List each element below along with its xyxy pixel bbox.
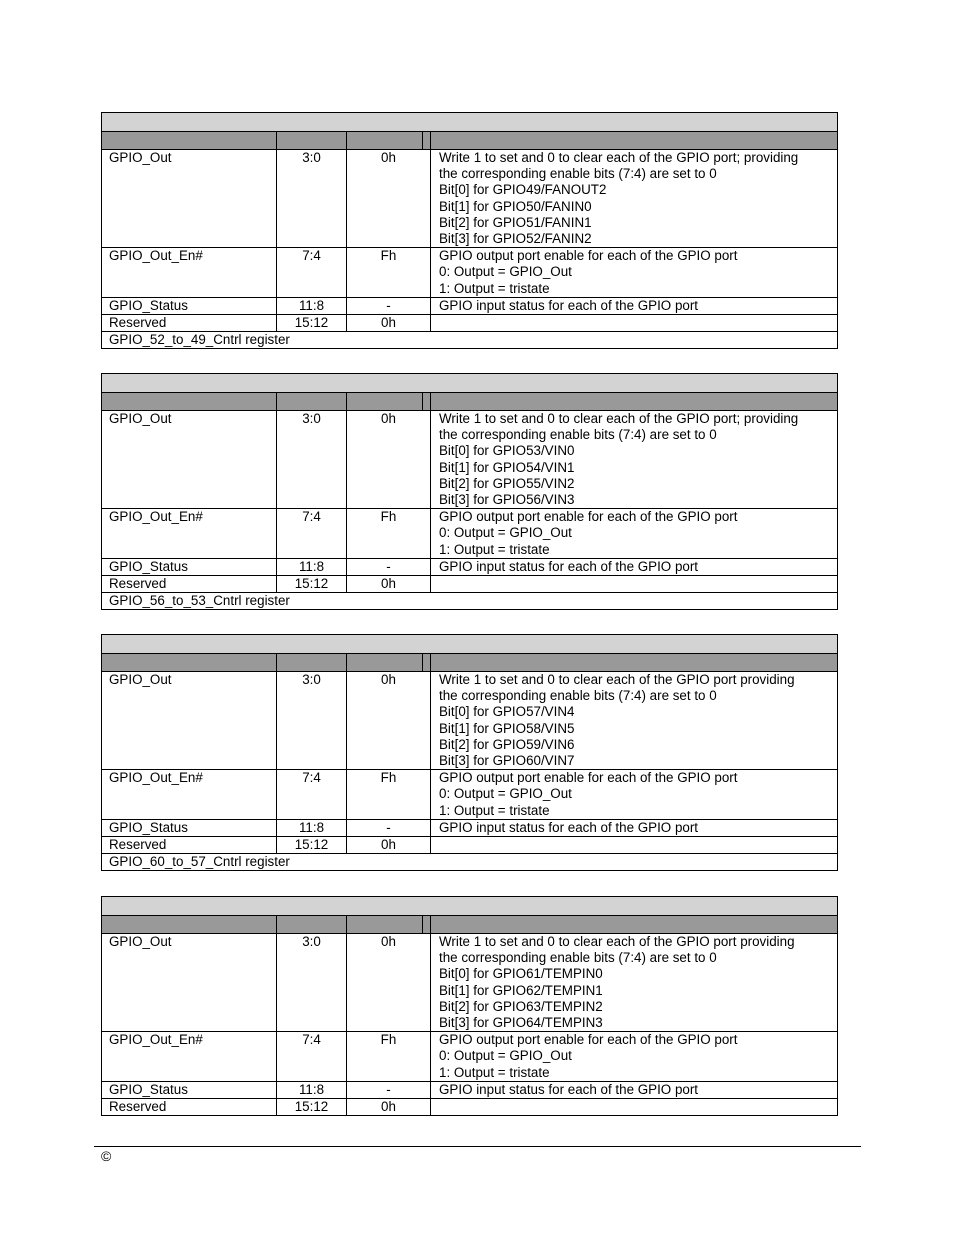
- header-cell: [277, 654, 347, 671]
- bits-cell: 7:4: [277, 248, 347, 297]
- header-cell: [423, 916, 431, 933]
- table-header-row: [102, 654, 837, 672]
- table-row: [102, 770, 837, 820]
- field-name-cell: Reserved: [102, 315, 277, 331]
- description-cell: [431, 150, 837, 247]
- field-name-cell: GPIO_Out: [102, 934, 277, 1031]
- table-row: [102, 150, 837, 248]
- field-name-cell: GPIO_Out_En#: [102, 248, 277, 297]
- description-line: Bit[2] for GPIO63/TEMPIN2: [439, 998, 603, 1014]
- bits-cell: 3:0: [277, 150, 347, 247]
- description-line: Write 1 to set and 0 to clear each of the GPIO port providing: [439, 934, 795, 949]
- default-cell: 0h: [347, 672, 431, 769]
- description-line: [439, 315, 837, 331]
- description-line: Bit[0] for GPIO53/VIN0: [439, 443, 575, 459]
- table-title-bar: [102, 897, 837, 916]
- table-title-bar: [102, 635, 837, 654]
- register-name-footer: GPIO_56_to_53_Cntrl register: [109, 593, 290, 609]
- header-cell: [431, 654, 837, 671]
- description-line: GPIO output port enable for each of the GPIO port: [439, 248, 738, 264]
- bits-cell: 7:4: [277, 509, 347, 558]
- register-table: [101, 896, 838, 1116]
- field-name-cell: GPIO_Out_En#: [102, 770, 277, 819]
- field-name-cell: GPIO_Out: [102, 411, 277, 508]
- description-line: Bit[3] for GPIO64/TEMPIN3: [439, 1015, 603, 1031]
- description-cell: [431, 559, 837, 575]
- description-cell: [431, 411, 837, 508]
- header-cell: [277, 916, 347, 933]
- bits-cell: 11:8: [277, 559, 347, 575]
- register-name-footer: GPIO_60_to_57_Cntrl register: [109, 854, 290, 870]
- description-line: 1: Output = tristate: [439, 802, 550, 818]
- description-line: Bit[0] for GPIO57/VIN4: [439, 704, 575, 720]
- header-cell: [347, 393, 423, 410]
- bits-cell: 15:12: [277, 576, 347, 592]
- header-cell: [431, 132, 837, 149]
- table-row: [102, 1082, 837, 1099]
- description-cell: [431, 672, 837, 769]
- description-line: the corresponding enable bits (7:4) are set to 0: [439, 427, 717, 443]
- table-row: [102, 672, 837, 770]
- bits-cell: 3:0: [277, 411, 347, 508]
- bits-cell: 15:12: [277, 837, 347, 853]
- description-cell: [431, 576, 837, 592]
- description-line: Write 1 to set and 0 to clear each of the GPIO port; providing: [439, 411, 799, 426]
- default-cell: 0h: [347, 315, 431, 331]
- description-line: Bit[3] for GPIO60/VIN7: [439, 753, 575, 769]
- description-line: GPIO input status for each of the GPIO port: [439, 558, 699, 574]
- default-cell: 0h: [347, 837, 431, 853]
- bits-cell: 3:0: [277, 934, 347, 1031]
- default-cell: -: [347, 298, 431, 314]
- register-table: [101, 112, 838, 349]
- table-row: [102, 559, 837, 576]
- table-row: [102, 934, 837, 1032]
- description-cell: [431, 1082, 837, 1098]
- description-line: Bit[0] for GPIO61/TEMPIN0: [439, 966, 603, 982]
- description-cell: [431, 770, 837, 819]
- description-line: 0: Output = GPIO_Out: [439, 264, 572, 280]
- table-header-row: [102, 916, 837, 934]
- description-line: [439, 1099, 837, 1115]
- description-line: 1: Output = tristate: [439, 1064, 550, 1080]
- default-cell: -: [347, 820, 431, 836]
- default-cell: 0h: [347, 411, 431, 508]
- default-cell: Fh: [347, 770, 431, 819]
- header-cell: [277, 393, 347, 410]
- description-line: the corresponding enable bits (7:4) are set to 0: [439, 950, 717, 966]
- table-row: [102, 576, 837, 593]
- description-cell: [431, 248, 837, 297]
- table-row: [102, 315, 837, 332]
- table-header-row: [102, 393, 837, 411]
- header-cell: [102, 132, 277, 149]
- description-cell: [431, 315, 837, 331]
- default-cell: 0h: [347, 576, 431, 592]
- field-name-cell: GPIO_Out_En#: [102, 509, 277, 558]
- register-table: [101, 634, 838, 871]
- description-cell: [431, 837, 837, 853]
- description-line: GPIO output port enable for each of the GPIO port: [439, 509, 738, 525]
- description-line: Bit[2] for GPIO59/VIN6: [439, 736, 575, 752]
- field-name-cell: GPIO_Status: [102, 1082, 277, 1098]
- bits-cell: 15:12: [277, 1099, 347, 1115]
- description-line: 1: Output = tristate: [439, 280, 550, 296]
- header-cell: [102, 393, 277, 410]
- description-line: Bit[1] for GPIO50/FANIN0: [439, 198, 592, 214]
- description-line: GPIO input status for each of the GPIO port: [439, 297, 699, 313]
- description-line: 0: Output = GPIO_Out: [439, 1048, 572, 1064]
- field-name-cell: GPIO_Status: [102, 559, 277, 575]
- default-cell: Fh: [347, 248, 431, 297]
- field-name-cell: GPIO_Out_En#: [102, 1032, 277, 1081]
- bits-cell: 3:0: [277, 672, 347, 769]
- description-line: GPIO output port enable for each of the GPIO port: [439, 1032, 738, 1048]
- description-line: the corresponding enable bits (7:4) are set to 0: [439, 166, 717, 182]
- default-cell: 0h: [347, 1099, 431, 1115]
- header-cell: [431, 393, 837, 410]
- table-row: [102, 820, 837, 837]
- table-row: [102, 837, 837, 854]
- table-row: [102, 248, 837, 298]
- table-title-bar: [102, 113, 837, 132]
- description-line: GPIO input status for each of the GPIO port: [439, 819, 699, 835]
- header-cell: [102, 654, 277, 671]
- description-cell: [431, 1099, 837, 1115]
- description-line: Bit[1] for GPIO54/VIN1: [439, 459, 575, 475]
- table-title-bar: [102, 374, 837, 393]
- default-cell: -: [347, 559, 431, 575]
- header-cell: [423, 654, 431, 671]
- description-line: Bit[3] for GPIO56/VIN3: [439, 492, 575, 508]
- description-line: Bit[2] for GPIO55/VIN2: [439, 475, 575, 491]
- description-line: [439, 576, 837, 592]
- register-name-footer: GPIO_52_to_49_Cntrl register: [109, 332, 290, 348]
- description-line: 1: Output = tristate: [439, 541, 550, 557]
- field-name-cell: GPIO_Out: [102, 150, 277, 247]
- header-cell: [423, 393, 431, 410]
- default-cell: Fh: [347, 509, 431, 558]
- description-line: Bit[3] for GPIO52/FANIN2: [439, 231, 592, 247]
- field-name-cell: Reserved: [102, 576, 277, 592]
- description-line: Write 1 to set and 0 to clear each of the GPIO port; providing: [439, 150, 799, 165]
- table-row: [102, 298, 837, 315]
- header-cell: [431, 916, 837, 933]
- header-cell: [277, 132, 347, 149]
- description-line: GPIO output port enable for each of the GPIO port: [439, 770, 738, 786]
- field-name-cell: Reserved: [102, 837, 277, 853]
- table-row: [102, 1099, 837, 1115]
- table-row: [102, 1032, 837, 1082]
- bits-cell: 15:12: [277, 315, 347, 331]
- description-cell: [431, 820, 837, 836]
- description-line: 0: Output = GPIO_Out: [439, 786, 572, 802]
- default-cell: -: [347, 1082, 431, 1098]
- bits-cell: 7:4: [277, 1032, 347, 1081]
- description-line: the corresponding enable bits (7:4) are set to 0: [439, 688, 717, 704]
- header-cell: [347, 916, 423, 933]
- field-name-cell: GPIO_Status: [102, 820, 277, 836]
- description-cell: [431, 298, 837, 314]
- description-line: 0: Output = GPIO_Out: [439, 525, 572, 541]
- description-line: Bit[1] for GPIO58/VIN5: [439, 720, 575, 736]
- bits-cell: 11:8: [277, 298, 347, 314]
- register-table: [101, 373, 838, 610]
- description-cell: [431, 1032, 837, 1081]
- table-header-row: [102, 132, 837, 150]
- field-name-cell: GPIO_Out: [102, 672, 277, 769]
- field-name-cell: GPIO_Status: [102, 298, 277, 314]
- table-row: [102, 509, 837, 559]
- description-line: GPIO input status for each of the GPIO port: [439, 1081, 699, 1097]
- default-cell: Fh: [347, 1032, 431, 1081]
- default-cell: 0h: [347, 934, 431, 1031]
- description-cell: [431, 934, 837, 1031]
- header-cell: [347, 132, 423, 149]
- bits-cell: 11:8: [277, 1082, 347, 1098]
- description-line: Write 1 to set and 0 to clear each of the GPIO port providing: [439, 672, 795, 687]
- header-cell: [102, 916, 277, 933]
- description-line: Bit[1] for GPIO62/TEMPIN1: [439, 982, 603, 998]
- description-line: Bit[2] for GPIO51/FANIN1: [439, 214, 592, 230]
- field-name-cell: Reserved: [102, 1099, 277, 1115]
- copyright-symbol: ©: [101, 1148, 112, 1164]
- header-cell: [423, 132, 431, 149]
- bits-cell: 7:4: [277, 770, 347, 819]
- default-cell: 0h: [347, 150, 431, 247]
- table-row: [102, 411, 837, 509]
- description-cell: [431, 509, 837, 558]
- footer-rule: [94, 1146, 861, 1147]
- header-cell: [347, 654, 423, 671]
- bits-cell: 11:8: [277, 820, 347, 836]
- description-line: Bit[0] for GPIO49/FANOUT2: [439, 182, 607, 198]
- description-line: [439, 837, 837, 853]
